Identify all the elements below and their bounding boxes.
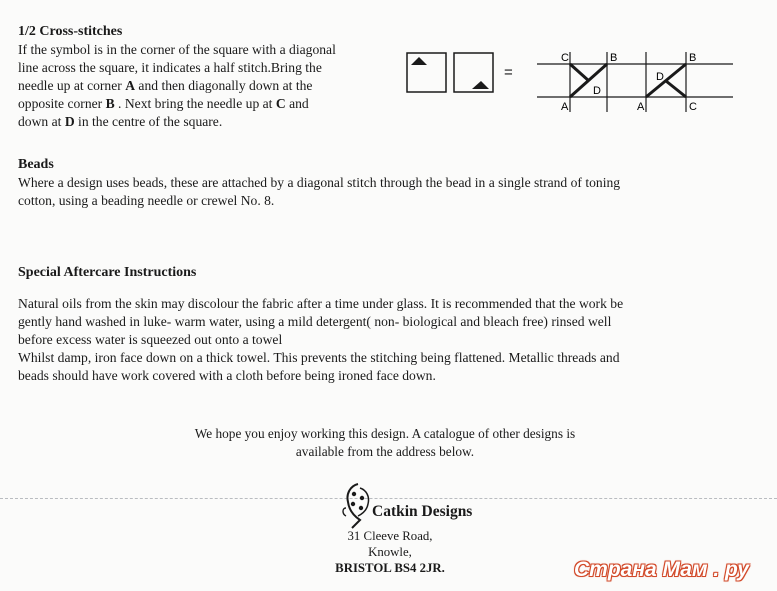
- cross-stitch-paragraph: [18, 41, 336, 131]
- cross-stitch-line-2: line across the square, it indicates a half stitch.Bring the: [18, 60, 322, 75]
- catkin-leaf-logo-icon: [340, 480, 376, 530]
- cross-stitch-heading: 1/2 Cross-stitches: [18, 24, 123, 39]
- company-name: Catkin Designs: [372, 503, 473, 520]
- page-divider: [0, 498, 777, 499]
- beads-line-2: cotton, using a beading needle or crewel No. 8.: [18, 193, 275, 208]
- address-line-3: BRISTOL BS4 2JR.: [335, 561, 445, 575]
- label-a-1: A: [561, 101, 569, 113]
- label-d-1: D: [593, 85, 601, 97]
- aftercare-line-3: before excess water is squeezed out onto a towel: [18, 332, 283, 347]
- closing-line-2: available from the address below.: [295, 444, 475, 459]
- equals-sign: =: [504, 64, 513, 81]
- beads-paragraph: [18, 174, 620, 210]
- symbol-square-top-left: [407, 53, 446, 92]
- company-address: [310, 528, 470, 576]
- beads-line-1: Where a design uses beads, these are attached by a diagonal stitch through the bead in a single strand of toning: [18, 175, 621, 190]
- aftercare-line-5: beads should have work covered with a cloth before being ironed face down.: [18, 368, 436, 383]
- cross-stitch-line-4: opposite corner B . Next bring the needle up at C and: [18, 96, 309, 111]
- triangle-icon-top-left: [411, 57, 427, 65]
- cross-stitch-line-3: needle up at corner A and then diagonally down at the: [18, 78, 313, 93]
- closing-line-1: We hope you enjoy working this design. A catalogue of other designs is: [194, 426, 576, 441]
- aftercare-paragraph: [18, 295, 623, 385]
- label-b-1: B: [610, 52, 618, 64]
- aftercare-line-4: Whilst damp, iron face down on a thick towel. This prevents the stitching being flattened. Metallic threads and: [18, 350, 620, 365]
- beads-heading: Beads: [18, 157, 54, 172]
- site-watermark: Страна Мам . ру: [574, 558, 749, 581]
- address-line-2: Knowle,: [368, 545, 412, 559]
- cross-stitch-line-5: down at D in the centre of the square.: [18, 114, 223, 129]
- aftercare-line-1: Natural oils from the skin may discolour the fabric after a time under glass. It is recommended that the work be: [18, 296, 624, 311]
- cross-stitch-line-1: If the symbol is in the corner of the square with a diagonal: [18, 42, 336, 57]
- label-a-2: A: [637, 101, 645, 113]
- closing-note: [0, 425, 770, 461]
- half-stitch-diagram: [400, 42, 740, 126]
- aftercare-heading: Special Aftercare Instructions: [18, 265, 197, 280]
- stitch-c-to-d-1: [570, 64, 589, 81]
- label-c-2: C: [689, 101, 697, 113]
- stitch-c-to-d-2: [666, 81, 686, 97]
- aftercare-line-2: gently hand washed in luke- warm water, using a mild detergent( non- biological and bleach free) rinsed well: [18, 314, 612, 329]
- address-line-1: 31 Cleeve Road,: [347, 529, 433, 543]
- label-c-1: C: [561, 52, 569, 64]
- label-d-2: D: [656, 71, 664, 83]
- triangle-icon-bottom-right: [472, 81, 489, 89]
- label-b-2: B: [689, 52, 697, 64]
- symbol-square-bottom-right: [454, 53, 493, 92]
